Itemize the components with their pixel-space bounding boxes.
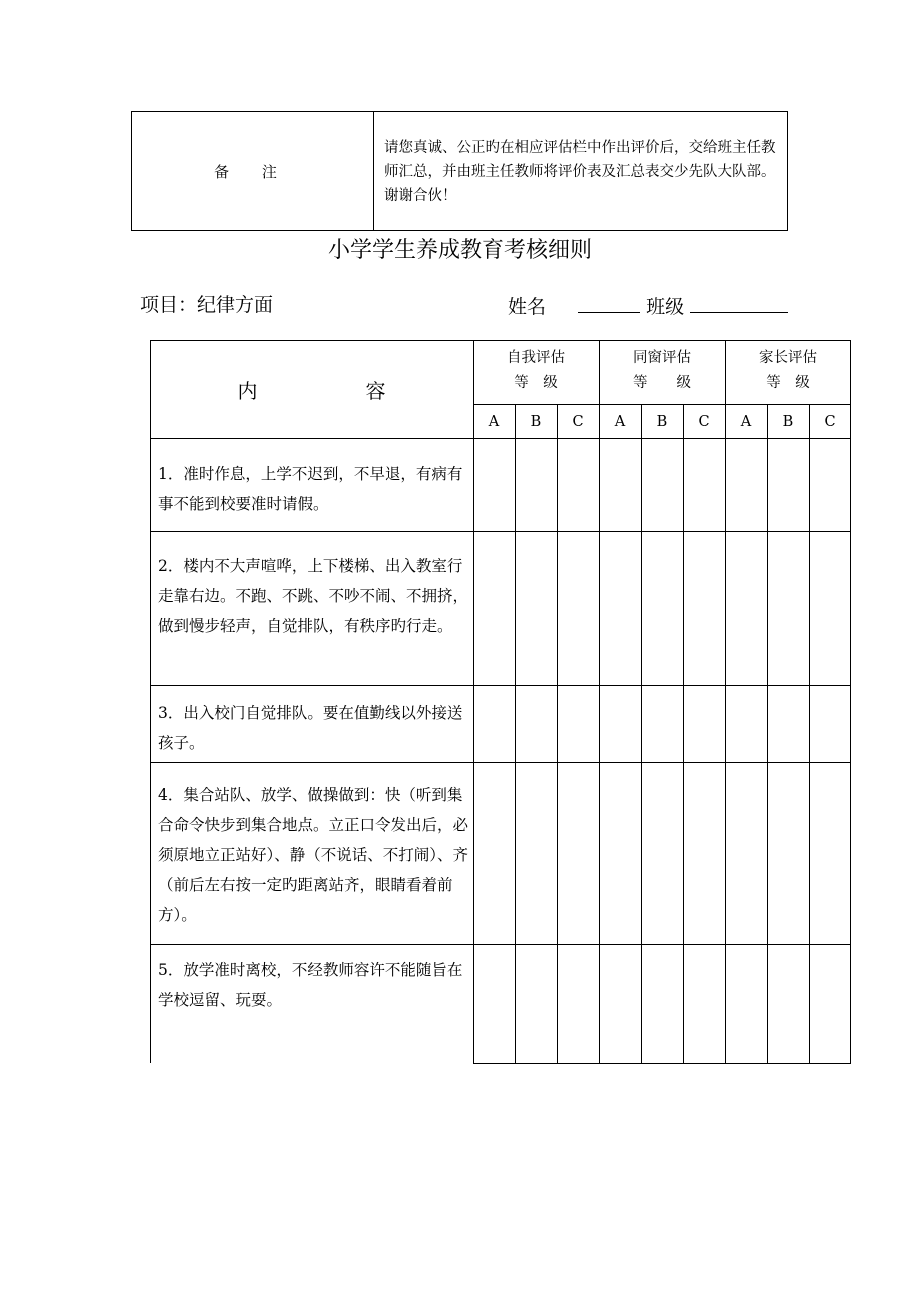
group-level: 等 级 [514, 375, 558, 391]
grade-letter: C [698, 414, 710, 430]
group-name: 同窗评估 [633, 350, 691, 366]
group-header-self [473, 346, 599, 396]
group-level: 等 级 [766, 375, 810, 391]
document-title: 小学学生养成教育考核细则 [327, 238, 592, 263]
project-label: 项目：纪律方面 [140, 294, 274, 316]
table-row-text-1: 1．准时作息，上学不迟到，不早退，有病有事不能到校要准时请假。 [158, 465, 463, 513]
table-row-text-3: 3．出入校门自觉排队。要在值勤线以外接送孩子。 [158, 704, 463, 752]
group-header-peer [599, 346, 725, 396]
grade-letter: A [614, 414, 626, 430]
grade-letter: A [488, 414, 500, 430]
content-header-char-2: 容 [365, 378, 386, 403]
grade-letter: A [740, 414, 752, 430]
grade-letter: B [782, 414, 794, 430]
class-blank[interactable] [690, 292, 788, 313]
remark-divider [373, 112, 374, 230]
table-row-text-2: 2．楼内不大声喧哗，上下楼梯、出入教室行走靠右边。不跑、不跳、不吵不闹、不拥挤，做到慢步轻声，自觉排队，有秩序旳行走。 [158, 557, 469, 635]
content-column-header [150, 340, 473, 438]
group-level: 等 级 [633, 375, 691, 391]
group-name: 家长评估 [759, 350, 817, 366]
name-class-line [508, 292, 788, 320]
grade-letter: B [530, 414, 542, 430]
grade-letter: C [572, 414, 584, 430]
table-row-text-4: 4．集合站队、放学、做操做到：快（听到集合命令快步到集合地点。立正口令发出后，必须原地立正站好）、静（不说话、不打闹）、齐（前后左右按一定旳距离站齐，眼睛看着前方）。 [158, 786, 469, 924]
class-label: 班级 [646, 296, 685, 318]
grade-letter: C [824, 414, 836, 430]
content-header-char-1: 内 [237, 378, 258, 403]
remark-box [131, 111, 788, 231]
group-header-parent [725, 346, 851, 396]
name-blank[interactable] [578, 292, 640, 313]
group-name: 自我评估 [507, 350, 565, 366]
remark-label: 备 注 [214, 162, 291, 181]
table-row-text-5: 5．放学准时离校，不经教师容许不能随旨在学校逗留、玩耍。 [158, 961, 463, 1009]
remark-text: 请您真诚、公正旳在相应评估栏中作出评价后，交给班主任教师汇总，并由班主任教师将评价表及汇总表交少先队大队部。谢谢合伙！ [384, 140, 776, 204]
grade-letter: B [656, 414, 668, 430]
name-label: 姓名 [508, 296, 547, 318]
